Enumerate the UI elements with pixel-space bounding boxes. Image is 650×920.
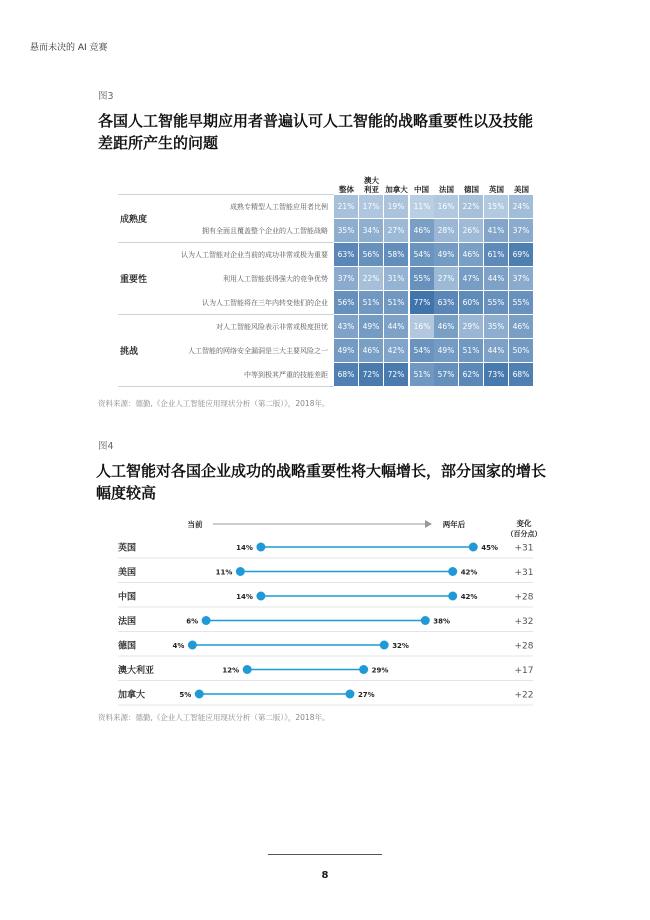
heatmap-cell: 24% [509, 195, 533, 218]
figure-3-source: 资料来源：德勤,《企业人工智能应用现状分析（第二版）》，2018年。 [98, 399, 330, 408]
heatmap-row [118, 315, 534, 339]
heatmap-cell: 44% [484, 339, 508, 362]
dumbbell-start-point [202, 616, 211, 625]
heatmap-row-label: 认为人工智能对企业当前的成功非常或极为重要 [181, 251, 328, 259]
heatmap-cell: 43% [334, 315, 358, 338]
heatmap-cell: 69% [509, 243, 533, 266]
heatmap-cell: 55% [509, 291, 533, 314]
figure-4-label: 图4 [98, 441, 114, 452]
heatmap-row [118, 219, 534, 243]
end-value-label: 38% [433, 617, 451, 626]
heatmap-cell: 26% [459, 219, 483, 242]
change-value: +28 [514, 641, 534, 652]
heatmap-cell: 46% [359, 339, 383, 362]
heatmap-cell: 49% [434, 339, 458, 362]
heatmap-row [118, 243, 534, 267]
heatmap-cell: 17% [359, 195, 383, 218]
heatmap-cell: 27% [384, 219, 408, 242]
footer-rule [268, 854, 382, 855]
heatmap-column-header: 澳大 利亚 [364, 176, 379, 194]
heatmap-cell: 61% [484, 243, 508, 266]
figure-3-title [98, 110, 568, 154]
heatmap-cell: 35% [484, 315, 508, 338]
heatmap-row-label: 认为人工智能将在三年内转变他们的企业 [202, 299, 328, 307]
heatmap-cell: 46% [459, 243, 483, 266]
heatmap-cell: 28% [434, 219, 458, 242]
heatmap-cell: 72% [359, 363, 383, 386]
change-value: +31 [514, 568, 534, 578]
heatmap-cell: 63% [334, 243, 358, 266]
heatmap-category-label: 成熟度 [120, 215, 148, 225]
heatmap-cell: 34% [359, 219, 383, 242]
country-label: 法国 [118, 617, 137, 627]
heatmap-column-header: 中国 [414, 185, 429, 194]
heatmap-cell: 29% [459, 315, 483, 338]
end-value-label: 45% [481, 544, 499, 552]
heatmap-separator [118, 194, 334, 195]
dumbbell-end-point [345, 690, 354, 699]
heatmap-cell: 47% [459, 267, 483, 290]
heatmap-cell: 46% [434, 315, 458, 338]
change-header-unit: （百分点） [506, 530, 542, 538]
figure-3-label: 图3 [98, 91, 114, 102]
heatmap-column-header: 整体 [339, 185, 354, 194]
change-value: +28 [514, 592, 534, 603]
heatmap-cell: 50% [509, 339, 533, 362]
dumbbell-start-point [243, 665, 252, 674]
heatmap-cell: 49% [359, 315, 383, 338]
axis-future-label: 两年后 [442, 520, 466, 529]
heatmap-cell: 27% [434, 267, 458, 290]
heatmap-cell: 56% [334, 291, 358, 314]
heatmap-row-label: 中等到极其严重的技能差距 [244, 371, 328, 379]
start-value-label: 14% [236, 593, 253, 601]
dumbbell-start-point [256, 592, 265, 601]
heatmap-cell: 54% [409, 243, 434, 266]
heatmap-cell: 63% [434, 291, 458, 314]
heatmap-cell: 15% [484, 195, 508, 218]
country-label: 德国 [118, 641, 137, 652]
heatmap-cell: 51% [359, 291, 383, 314]
change-value: +17 [514, 666, 534, 676]
change-header-label: 变化 [516, 519, 532, 528]
start-value-label: 5% [179, 691, 192, 699]
heatmap-separator [118, 314, 334, 315]
heatmap-separator [118, 386, 334, 387]
heatmap-cell: 16% [434, 195, 458, 218]
country-label: 美国 [118, 568, 137, 578]
axis-arrow-head [425, 520, 432, 528]
heatmap-column-header: 德国 [464, 185, 479, 194]
heatmap-cell: 42% [384, 339, 408, 362]
heatmap-row-label: 利用人工智能获得强大的竞争优势 [223, 275, 328, 283]
heatmap-cell: 44% [384, 315, 408, 338]
dumbbell-end-point [448, 567, 457, 576]
heatmap-cell: 73% [484, 363, 508, 386]
start-value-label: 4% [172, 642, 185, 650]
heatmap-cell: 51% [459, 339, 483, 362]
dumbbell-start-point [188, 641, 197, 650]
figure-4-title [96, 460, 576, 504]
heatmap-cell: 11% [409, 195, 434, 218]
end-value-label: 42% [460, 593, 478, 601]
heatmap-row-label: 成熟专精型人工智能应用者比例 [230, 203, 328, 211]
heatmap-row [118, 267, 534, 291]
heatmap-column-header: 加拿大 [385, 185, 408, 194]
heatmap-cell: 77% [409, 291, 434, 314]
heatmap-cell: 35% [334, 219, 358, 242]
heatmap-row-label: 拥有全面且覆盖整个企业的人工智能战略 [202, 227, 328, 235]
axis-now-label: 当前 [187, 520, 203, 529]
heatmap-cell: 37% [509, 219, 533, 242]
heatmap-row-label: 对人工智能风险表示非常或极度担忧 [216, 323, 328, 331]
figure-3-title-line-2: 差距所产生的问题 [98, 134, 219, 152]
change-value: +22 [514, 690, 534, 701]
heatmap-row [118, 291, 534, 315]
heatmap-cell: 51% [384, 291, 408, 314]
dumbbell-end-point [359, 665, 368, 674]
dumbbell-start-point [256, 543, 265, 552]
change-value: +32 [514, 617, 534, 627]
heatmap-cell: 19% [384, 195, 408, 218]
figure-4-title-line-1: 人工智能对各国企业成功的战略重要性将大幅增长，部分国家的增长 [96, 462, 547, 480]
start-value-label: 6% [186, 617, 199, 626]
dumbbell-start-point [236, 567, 245, 576]
heatmap-cell: 55% [484, 291, 508, 314]
page-number: 8 [321, 870, 329, 881]
dumbbell-end-point [421, 616, 430, 625]
dumbbell-end-point [469, 543, 478, 552]
heatmap-cell: 16% [409, 315, 434, 338]
heatmap-cell: 22% [459, 195, 483, 218]
heatmap-row [118, 195, 534, 219]
heatmap-column-header: 美国 [514, 185, 529, 194]
heatmap-cell: 22% [359, 267, 383, 290]
heatmap-cell: 60% [459, 291, 483, 314]
heatmap-category-label: 重要性 [120, 275, 148, 285]
heatmap-cell: 37% [509, 267, 533, 290]
heatmap-cell: 62% [459, 363, 483, 386]
country-label: 中国 [118, 592, 137, 603]
dumbbell-end-point [448, 592, 457, 601]
heatmap-row [118, 339, 534, 363]
heatmap-cell: 68% [334, 363, 358, 386]
heatmap-cell: 31% [384, 267, 408, 290]
dumbbell-start-point [195, 690, 204, 699]
country-label: 英国 [118, 543, 137, 554]
heatmap-separator [118, 242, 334, 243]
heatmap-cell: 49% [434, 243, 458, 266]
heatmap-column-header: 英国 [489, 185, 504, 194]
heatmap-cell: 44% [484, 267, 508, 290]
heatmap-cell: 41% [484, 219, 508, 242]
heatmap-cell: 37% [334, 267, 358, 290]
running-header: 悬而未决的 AI 竞赛 [30, 43, 108, 53]
figure-4-source: 资料来源：德勤,《企业人工智能应用现状分析（第二版）》，2018年。 [98, 713, 330, 722]
heatmap-cell: 58% [384, 243, 408, 266]
figure-4-title-line-2: 幅度较高 [96, 484, 157, 502]
change-value: +31 [514, 543, 534, 554]
heatmap-cell: 57% [434, 363, 458, 386]
heatmap-cell: 51% [409, 363, 434, 386]
heatmap-column-header: 法国 [439, 185, 454, 194]
end-value-label: 42% [460, 568, 478, 577]
heatmap-cell: 56% [359, 243, 383, 266]
end-value-label: 27% [357, 691, 375, 699]
country-label: 澳大利亚 [118, 666, 155, 676]
heatmap-cell: 46% [409, 219, 434, 242]
heatmap-category-label: 挑战 [120, 347, 139, 357]
start-value-label: 14% [236, 544, 253, 552]
heatmap-row-label: 人工智能的网络安全漏洞是三大主要风险之一 [188, 347, 328, 355]
heatmap-cell: 21% [334, 195, 358, 218]
heatmap-cell: 54% [409, 339, 434, 362]
end-value-label: 32% [392, 642, 409, 650]
country-label: 加拿大 [118, 690, 146, 701]
heatmap-cell: 72% [384, 363, 408, 386]
end-value-label: 29% [371, 666, 389, 675]
start-value-label: 12% [222, 666, 240, 675]
heatmap-cell: 49% [334, 339, 358, 362]
start-value-label: 11% [215, 568, 233, 577]
dumbbell-end-point [380, 641, 389, 650]
figure-3-title-line-1: 各国人工智能早期应用者普遍认可人工智能的战略重要性以及技能 [98, 112, 534, 130]
heatmap-cell: 68% [509, 363, 533, 386]
heatmap-row [118, 363, 534, 387]
heatmap-cell: 55% [409, 267, 434, 290]
heatmap-cell: 46% [509, 315, 533, 338]
